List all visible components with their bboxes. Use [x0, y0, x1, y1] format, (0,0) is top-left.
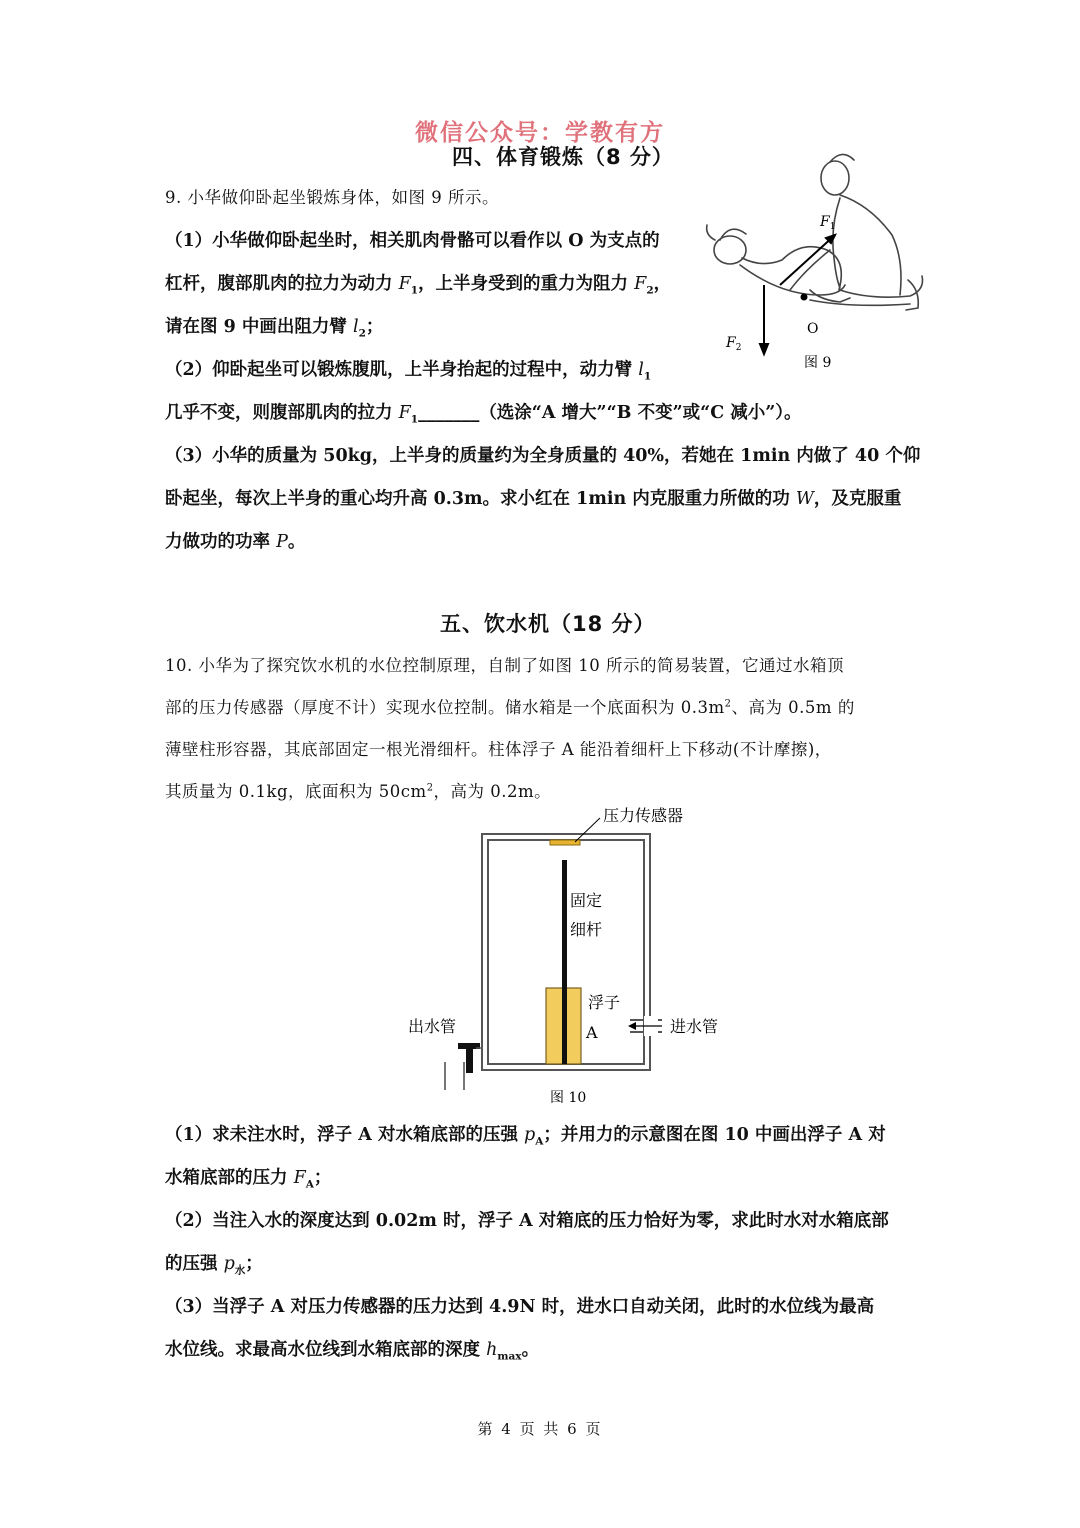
q10-line2: 部的压力传感器（厚度不计）实现水位控制。储水箱是一个底面积为 $0.3m^2$、高为 0.5m 的 — [165, 698, 855, 717]
q9-part3-line1: （3）小华的质量为 50kg，上半身的质量约为全身质量的 40%，若她在 1min 内做了 40 个仰 — [165, 446, 921, 466]
fixed-rod — [562, 860, 567, 1064]
helper-back — [840, 195, 901, 295]
section5-title: 五、饮水机（18 分） — [440, 612, 656, 636]
figure-10-caption: 图 10 — [550, 1090, 587, 1106]
sensor-leader-line — [575, 818, 600, 842]
q9-part2-line2: 几乎不变，则腹部肌肉的拉力 $F_1\_\_\_\_\_\_\_$（选涂“A 增大”“B 不变”或“C 减小”）。 — [165, 403, 802, 426]
label-o: O — [807, 321, 819, 337]
q10-part1-line2: 水箱底部的压力 $F_A$； — [165, 1168, 332, 1191]
figure-9 — [690, 140, 940, 380]
inlet-arrowhead — [628, 1022, 636, 1030]
helper-front — [833, 198, 840, 288]
label-pressure-sensor: 压力传感器 — [603, 806, 684, 825]
section4-title: 四、体育锻炼（8 分） — [452, 145, 674, 169]
q9-part1-line2: 杠杆，腹部肌肉的拉力为动力 $F_1$，上半身受到的重力为阻力 $F_2$， — [165, 274, 672, 297]
q9-part2-line1: （2）仰卧起坐可以锻炼腹肌，上半身抬起的过程中，动力臂 $l_1$ — [165, 360, 652, 383]
label-rod-2: 细杆 — [570, 920, 603, 939]
q10-part2-line2: 的压强 $p_水$； — [165, 1254, 263, 1277]
q10-part2-line1: （2）当注入水的深度达到 0.02m 时，浮子 A 对箱底的压力恰好为零，求此时水对水箱底部 — [165, 1211, 889, 1231]
pressure-sensor — [550, 840, 580, 845]
page-footer: 第 4 页 共 6 页 — [477, 1420, 603, 1438]
outlet-tap-body — [466, 1049, 473, 1073]
label-f1: $F_1$ — [820, 214, 836, 232]
q10-part3-line1: （3）当浮子 A 对压力传感器的压力达到 4.9N 时，进水口自动关闭，此时的水位线为最高 — [165, 1297, 875, 1317]
q10-line1: 10. 小华为了探究饮水机的水位控制原理，自制了如图 10 所示的简易装置，它通过水箱顶 — [165, 656, 844, 675]
figure-10 — [400, 800, 750, 1110]
helper-head — [821, 161, 849, 195]
q9-part3-line3: 力做功的功率 P。 — [165, 532, 306, 552]
force-f1-arrow — [780, 235, 835, 285]
q9-part1-line1: （1）小华做仰卧起坐时，相关肌肉骨骼可以看作以 O 为支点的 — [165, 231, 660, 251]
q10-part1-line1: （1）求未注水时，浮子 A 对水箱底部的压强 $p_A$；并用力的示意图在图 10 中画出浮子 A 对 — [165, 1125, 886, 1148]
figure-9-caption: 图 9 — [804, 355, 832, 371]
label-float-2: A — [586, 1023, 598, 1042]
f2-arrowhead — [760, 344, 768, 354]
person-head — [714, 236, 746, 264]
person-arm — [707, 225, 715, 240]
label-inlet: 进水管 — [670, 1017, 719, 1036]
q9-part3-line2: 卧起坐，每次上半身的重心均升高 0.3m。求小红在 1min 内克服重力所做的功 W，及克服重 — [165, 489, 902, 509]
helper-thigh — [840, 276, 923, 297]
label-rod-1: 固定 — [570, 891, 603, 910]
q10-line4: 其质量为 0.1kg，底面积为 $50cm^2$，高为 0.2m。 — [165, 782, 552, 801]
q10-line3: 薄壁柱形容器，其底部固定一根光滑细杆。柱体浮子 A 能沿着细杆上下移动(不计摩擦)， — [165, 740, 832, 759]
label-f2: $F_2$ — [726, 335, 742, 353]
q9-intro: 9. 小华做仰卧起坐锻炼身体，如图 9 所示。 — [165, 188, 499, 207]
helper-leg — [810, 300, 910, 305]
label-outlet: 出水管 — [408, 1017, 457, 1036]
person-back — [740, 265, 845, 295]
person-hair — [720, 229, 746, 240]
label-float-1: 浮子 — [588, 993, 621, 1012]
watermark: 微信公众号：学教有方 — [415, 120, 665, 146]
q9-part1-line3: 请在图 9 中画出阻力臂 $l_2$； — [165, 317, 384, 340]
q10-part3-line2: 水位线。求最高水位线到水箱底部的深度 $h_{max}$。 — [165, 1340, 540, 1363]
center-of-gravity-dot — [801, 294, 808, 301]
